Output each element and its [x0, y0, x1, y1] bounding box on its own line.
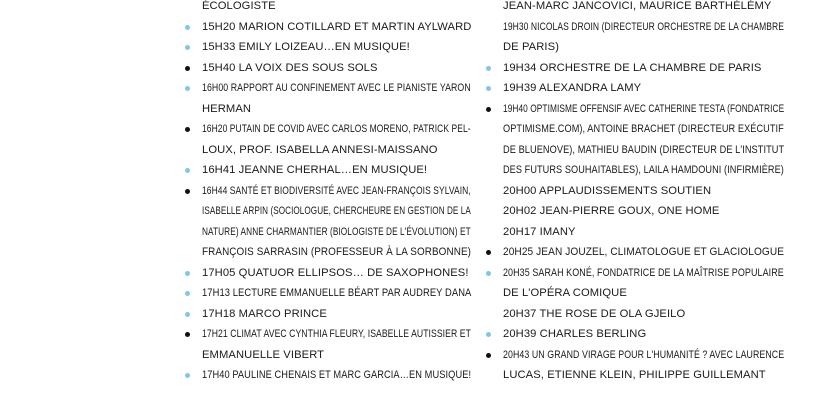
blue-bullet-icon [185, 86, 190, 91]
program-item-line: 20H39 CHARLES BERLING [503, 328, 647, 340]
blue-bullet-icon [486, 271, 491, 276]
program-item [183, 365, 471, 386]
program-item [183, 160, 471, 181]
program-item [484, 17, 784, 58]
program-item [484, 0, 784, 17]
program-item-line: LUCAS, ETIENNE KLEIN, PHILIPPE GUILLEMANT [503, 369, 766, 381]
program-item [183, 181, 471, 263]
program-item [484, 222, 784, 243]
program-item-line: 17H18 MARCO PRINCE [202, 307, 327, 320]
program-item-line: DE PARIS) [503, 41, 560, 53]
program-item-line: 19H39 ALEXANDRA LAMY [503, 82, 642, 94]
blue-bullet-icon [185, 45, 190, 50]
program-item-line: ISABELLE ARPIN (SOCIOLOGUE, CHERCHEURE EN GESTION DE LA [202, 205, 471, 217]
blue-bullet-icon [486, 332, 491, 337]
program-item-line: DE L'OPÉRA COMIQUE [503, 287, 627, 299]
program-item-line: 16H00 RAPPORT AU CONFINEMENT AVEC LE PIANISTE YARON [202, 82, 471, 94]
blue-bullet-icon [185, 291, 190, 296]
program-item [484, 324, 784, 345]
program-item-line: 15H20 MARION COTILLARD ET MARTIN AYLWARD [202, 20, 472, 33]
program-item [484, 78, 784, 99]
blue-bullet-icon [185, 25, 190, 30]
blue-bullet-icon [185, 312, 190, 317]
program-item-line: 17H40 PAULINE CHENAIS ET MARC GARCIA…EN MUSIQUE! [202, 369, 472, 381]
program-item [484, 345, 784, 386]
black-bullet-icon [185, 127, 190, 132]
program-item-line: 15H33 EMILY LOIZEAU…EN MUSIQUE! [202, 41, 410, 53]
program-item-line: 20H17 IMANY [503, 225, 576, 238]
program-item-line: 20H35 SARAH KONÉ, FONDATRICE DE LA MAÎTRISE POPULAIRE [503, 266, 784, 279]
black-bullet-icon [486, 353, 491, 358]
program-item [484, 242, 784, 263]
black-bullet-icon [486, 250, 491, 255]
program-item [484, 201, 784, 222]
program-item [183, 263, 471, 284]
black-bullet-icon [185, 189, 190, 194]
program-item-line: 20H25 JEAN JOUZEL, CLIMATOLOGUE ET GLACIOLOGUE [503, 246, 785, 258]
program-item-line: ÉCOLOGISTE [202, 0, 276, 12]
blue-bullet-icon [185, 373, 190, 378]
program-item-line: 16H20 PUTAIN DE COVID AVEC CARLOS MORENO, PATRICK PEL- [202, 123, 471, 135]
program-left-column [183, 0, 471, 386]
program-item [183, 283, 471, 304]
program-item [484, 99, 784, 181]
program-item [484, 263, 784, 304]
black-bullet-icon [486, 107, 491, 112]
program-item [183, 119, 471, 160]
program-item [183, 58, 471, 79]
program-item-line: DES FUTURS SOUHAITABLES), LAILA HAMDOUNI (INFIRMIÈRE) [503, 164, 784, 176]
program-item-line: NATURE) ANNE CHARMANTIER (BIOLOGISTE DE L'ÉVOLUTION) ET [202, 225, 471, 238]
program-item-line: 17H13 LECTURE EMMANUELLE BÉART PAR AUDREY DANA [202, 287, 472, 299]
blue-bullet-icon [486, 86, 491, 91]
program-item-line: JEAN-MARC JANCOVICI, MAURICE BARTHÉLÉMY [503, 0, 772, 12]
program-item [183, 0, 471, 17]
program-item [183, 37, 471, 58]
program-item [484, 304, 784, 325]
blue-bullet-icon [185, 168, 190, 173]
program-item-line: 20H43 UN GRAND VIRAGE POUR L'HUMANITÉ ? AVEC LAURENCE [503, 348, 785, 361]
blue-bullet-icon [486, 66, 491, 71]
program-item [183, 78, 471, 119]
program-item-line: EMMANUELLE VIBERT [202, 348, 325, 361]
program-item-line: 20H02 JEAN-PIERRE GOUX, ONE HOME [503, 205, 720, 217]
program-item-line: 20H37 THE ROSE DE OLA GJEILO [503, 307, 686, 320]
program-item [183, 304, 471, 325]
program-item-line: 19H40 OPTIMISME OFFENSIF AVEC CATHERINE TESTA (FONDATRICE [503, 102, 785, 115]
program-right-column [484, 0, 784, 386]
program-item-line: 19H34 ORCHESTRE DE LA CHAMBRE DE PARIS [503, 61, 762, 74]
program-item-line: FRANÇOIS SARRASIN (PROFESSEUR À LA SORBONNE) [202, 246, 472, 258]
program-item-line: 16H41 JEANNE CHERHAL…EN MUSIQUE! [202, 164, 428, 176]
program-item [484, 58, 784, 79]
program-item-line: 15H40 LA VOIX DES SOUS SOLS [202, 61, 378, 74]
black-bullet-icon [185, 332, 190, 337]
program-item-line: 17H21 CLIMAT AVEC CYNTHIA FLEURY, ISABELLE AUTISSIER ET [202, 328, 471, 340]
program-item-line: OPTIMISME.COM), ANTOINE BRACHET (DIRECTEUR EXÉCUTIF [503, 123, 784, 135]
blue-bullet-icon [185, 271, 190, 276]
program-item-line: 16H44 SANTÉ ET BIODIVERSITÉ AVEC JEAN-FRANÇOIS SYLVAIN, [202, 184, 471, 197]
program-item [183, 17, 471, 38]
program-item-line: 20H00 APPLAUDISSEMENTS SOUTIEN [503, 184, 712, 197]
program-item [484, 181, 784, 202]
black-bullet-icon [185, 66, 190, 71]
program-item-line: 19H30 NICOLAS DROIN (DIRECTEUR ORCHESTRE DE LA CHAMBRE [503, 20, 785, 33]
program-item-line: HERMAN [202, 102, 252, 115]
program-item [183, 324, 471, 365]
program-item-line: LOUX, PROF. ISABELLA ANNESI-MAISSANO [202, 143, 438, 156]
program-item-line: DE BLUENOVE), MATHIEU BAUDIN (DIRECTEUR DE L'INSTITUT [503, 143, 785, 156]
program-item-line: 17H05 QUATUOR ELLIPSOS… DE SAXOPHONES! [202, 266, 469, 279]
